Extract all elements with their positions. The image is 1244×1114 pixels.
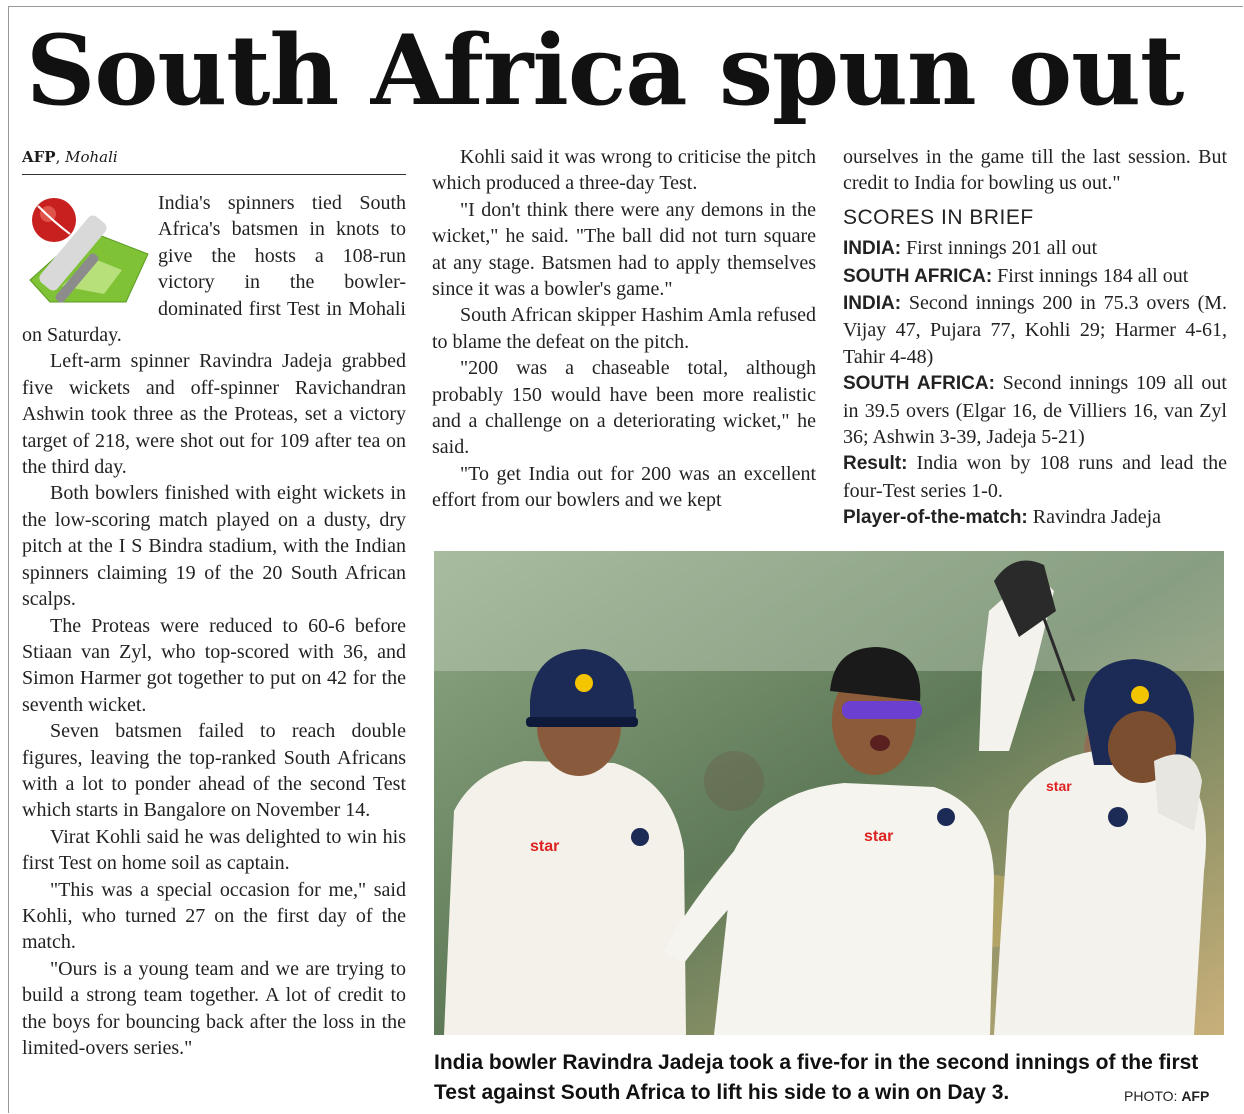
article-paragraph: South African skipper Hashim Amla refused to blame the defeat on the pitch. — [432, 304, 816, 353]
article-paragraph: "Ours is a young team and we are trying to build a strong team together. A lot of credit to the boys for bouncing back after the loss in the limited-overs series." — [22, 957, 406, 1059]
byline-agency: AFP — [22, 148, 56, 166]
photo-credit-source: AFP — [1181, 1088, 1210, 1104]
score-text: Ravindra Jadeja — [1032, 506, 1162, 529]
article-paragraph: "200 was a chaseable total, although probably 150 would have been more realistic and a challenge on a deteriorating wicket," he said. — [432, 357, 816, 459]
score-label: SOUTH AFRICA: — [843, 373, 995, 395]
article-column-2 — [432, 144, 816, 514]
jersey-logo-star: star — [864, 828, 894, 845]
score-text: Second innings 200 in 75.3 overs (M. Vijay 47, Pujara 77, Kohli 29; Harmer 4-61, Tahir 4-48) — [843, 292, 1228, 368]
headline: South Africa spun out — [26, 14, 1184, 127]
score-label: Player-of-the-match: — [843, 507, 1028, 529]
score-label: Result: — [843, 453, 908, 475]
photo-credit — [1124, 1088, 1209, 1104]
score-label: SOUTH AFRICA: — [843, 265, 993, 287]
scores-in-brief-title: SCORES IN BRIEF — [843, 205, 1034, 229]
article-column-3 — [843, 144, 1227, 532]
article-column-1 — [22, 190, 406, 1061]
byline-separator: , — [55, 148, 66, 166]
photo-credit-label: PHOTO: — [1124, 1088, 1178, 1104]
article-paragraph: Left-arm spinner Ravindra Jadeja grabbed five wickets and off-spinner Ravichandran Ashwin took three as the Proteas, set a victory target of 218, were shot out for 109 after tea on the third day. — [22, 350, 406, 479]
jersey-logo-star: star — [530, 838, 560, 855]
article-paragraph: Kohli said it was wrong to criticise the pitch which produced a three-day Test. — [432, 146, 816, 195]
cricket-icon — [22, 190, 150, 308]
article-paragraph: Seven batsmen failed to reach double figures, leaving the top-ranked South Africans with a lot to ponder ahead of the second Test which starts in Bangalore on November 14. — [22, 720, 406, 822]
match-photo — [434, 551, 1224, 1035]
article-paragraph: "To get India out for 200 was an excellent effort from our bowlers and we kept — [432, 462, 816, 512]
score-text: First innings 201 all out — [906, 237, 1098, 260]
article-paragraph: Virat Kohli said he was delighted to win his first Test on home soil as captain. — [22, 825, 406, 875]
score-text: First innings 184 all out — [997, 264, 1189, 287]
score-line — [843, 290, 1227, 370]
score-line — [843, 235, 1227, 262]
byline — [22, 146, 406, 175]
score-line — [843, 450, 1227, 504]
article-paragraph: "I don't think there were any demons in the wicket," he said. "The ball did not turn square at any stage. Batsmen had to apply themselves since it was a bowler's game." — [432, 198, 816, 301]
lead-paragraph: India's spinners tied South Africa's batsmen in knots to give the hosts a 108-run victory in the bowler-dominated first Test in Mohali on Saturday. — [22, 192, 406, 347]
article-paragraph: "This was a special occasion for me," said Kohli, who turned 27 on the first day of the match. — [22, 878, 406, 954]
score-text: India won by 108 runs and lead the four-Test series 1-0. — [843, 452, 1227, 502]
score-line — [843, 370, 1227, 450]
continued-paragraph: ourselves in the game till the last session. But credit to India for bowling us out." — [843, 146, 1227, 195]
score-line — [843, 504, 1227, 531]
article-paragraph: Both bowlers finished with eight wickets in the low-scoring match played on a dusty, dry pitch at the I S Bindra stadium, with the Indian spinners claiming 19 of the 20 South African scalps. — [22, 482, 406, 611]
photo-caption: India bowler Ravindra Jadeja took a five-for in the second innings of the first Test against South Africa to lift his side to a win on Day 3. — [434, 1051, 1199, 1104]
score-text: Second innings 109 all out in 39.5 overs (Elgar 16, de Villiers 16, van Zyl 36; Ashwin 3-39, Jadeja 5-21) — [843, 372, 1227, 449]
score-label: INDIA: — [843, 293, 902, 315]
byline-place: Mohali — [65, 148, 118, 166]
score-line — [843, 263, 1227, 290]
article-paragraph: The Proteas were reduced to 60-6 before Stiaan van Zyl, who top-scored with 36, and Simon Harmer got together to put on 42 for the seventh wicket. — [22, 614, 406, 716]
score-label: INDIA: — [843, 238, 902, 260]
jersey-logo-star: star — [1046, 778, 1072, 794]
